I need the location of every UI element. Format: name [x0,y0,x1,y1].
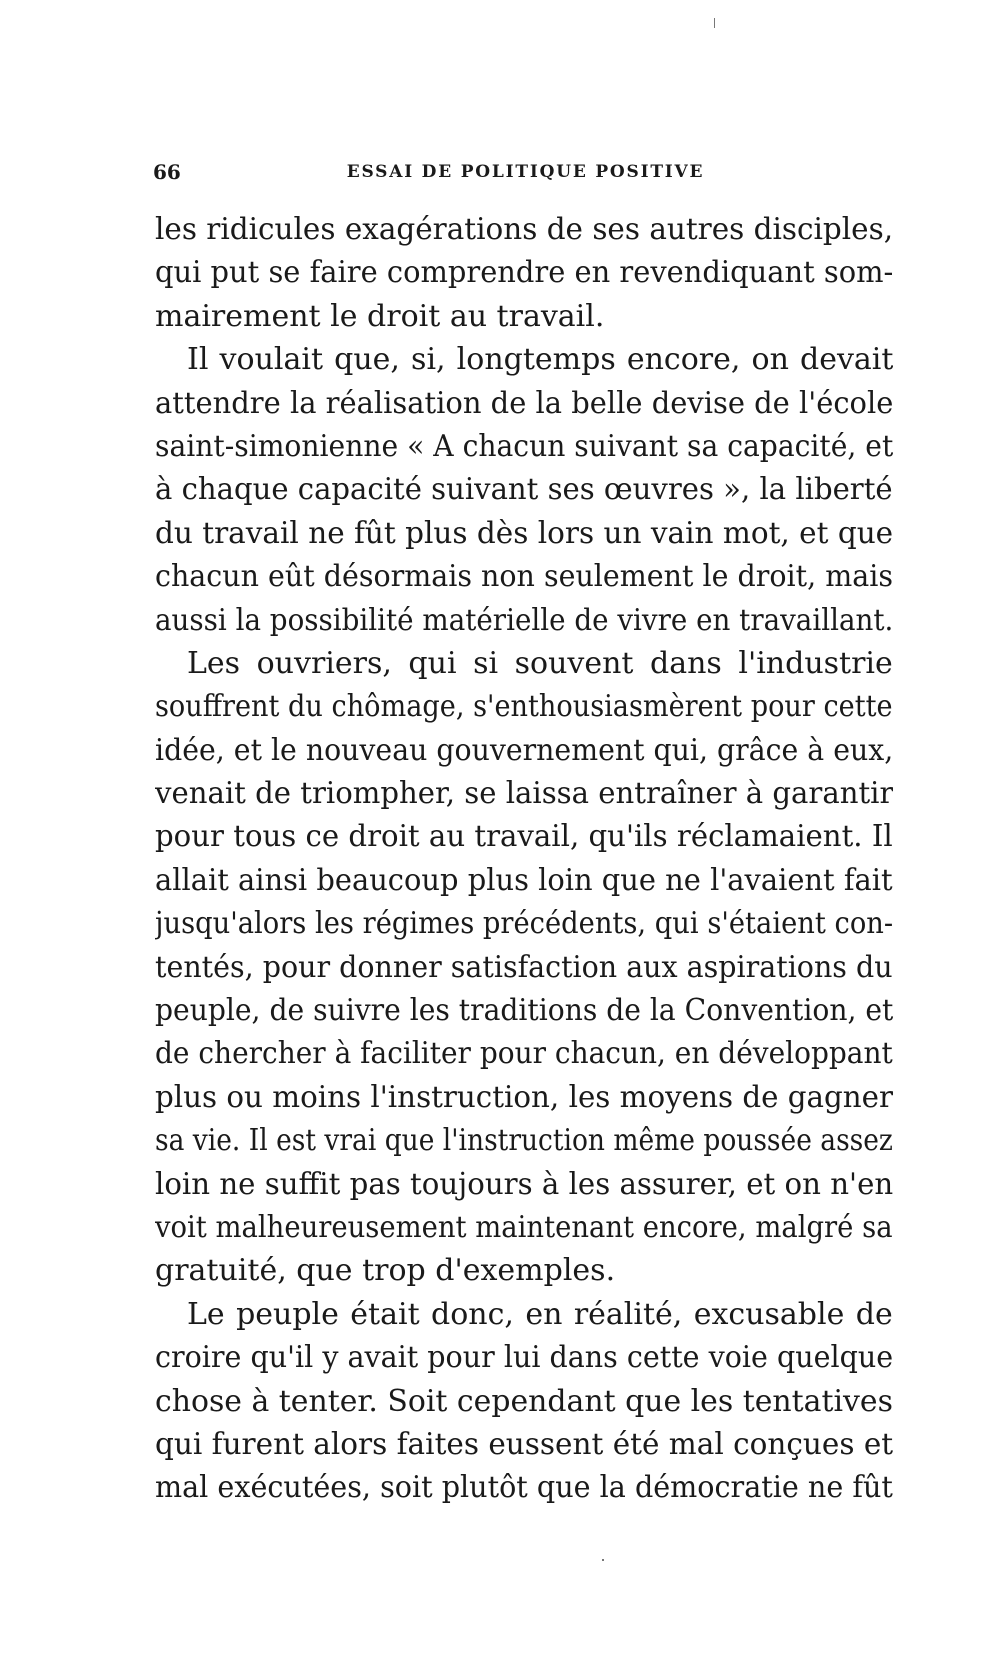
text-line: qui furent alors faites eussent été mal conçues et [155,1426,893,1462]
text-line: aussi la possibilité matérielle de vivre en travaillant. [155,602,893,638]
paragraph-1 [155,208,893,338]
text-line: venait de triompher, se laissa entraîner à garantir [155,776,893,812]
paragraph-2 [155,338,893,642]
page-number: 66 [153,160,181,184]
scan-speck [602,1559,604,1561]
text-line: voit malheureusement maintenant encore, malgré sa [155,1209,893,1245]
paragraph-3 [155,642,893,1293]
text-line: qui put se faire comprendre en revendiquant som- [155,255,893,291]
text-line: peuple, de suivre les traditions de la Convention, et [155,993,893,1029]
text-line: tentés, pour donner satisfaction aux aspirations du [155,949,893,985]
text-line: pour tous ce droit au travail, qu'ils réclamaient. Il [155,819,893,855]
text-line: mal exécutées, soit plutôt que la démocratie ne fût [155,1470,893,1506]
text-line: attendre la réalisation de la belle devise de l'école [155,385,893,421]
text-line: idée, et le nouveau gouvernement qui, grâce à eux, [155,732,893,768]
text-line: loin ne suffit pas toujours à les assurer, et on n'en [155,1166,893,1202]
text-line: Le peuple était donc, en réalité, excusable de [187,1296,893,1332]
text-line: souffrent du chômage, s'enthousiasmèrent pour cette [155,689,893,725]
text-line: chose à tenter. Soit cependant que les tentatives [155,1383,893,1419]
running-head [153,158,893,186]
text-line: mairement le droit au travail. [155,298,605,334]
paragraph-4 [155,1293,893,1510]
text-line: chacun eût désormais non seulement le droit, mais [155,559,893,595]
text-line: Les ouvriers, qui si souvent dans l'industrie [187,645,893,681]
text-line: croire qu'il y avait pour lui dans cette voie quelque [155,1340,893,1376]
text-line: du travail ne fût plus dès lors un vain mot, et que [155,515,893,551]
scan-speck [714,18,715,28]
text-line: jusqu'alors les régimes précédents, qui s'étaient con- [155,906,893,942]
running-title: ESSAI DE POLITIQUE POSITIVE [346,162,705,182]
text-line: gratuité, que trop d'exemples. [155,1253,616,1289]
text-line: les ridicules exagérations de ses autres disciples, [155,212,893,247]
body-text [155,208,893,1510]
text-line: sa vie. Il est vrai que l'instruction même poussée assez [155,1123,893,1159]
text-line: Il voulait que, si, longtemps encore, on devait [187,342,893,378]
text-line: de chercher à faciliter pour chacun, en développant [155,1036,893,1072]
text-line: saint-simonienne « A chacun suivant sa capacité, et [155,428,893,464]
text-line: plus ou moins l'instruction, les moyens de gagner [155,1079,893,1115]
text-line: à chaque capacité suivant ses œuvres », la liberté [155,472,893,508]
text-line: allait ainsi beaucoup plus loin que ne l'avaient fait [155,862,893,898]
